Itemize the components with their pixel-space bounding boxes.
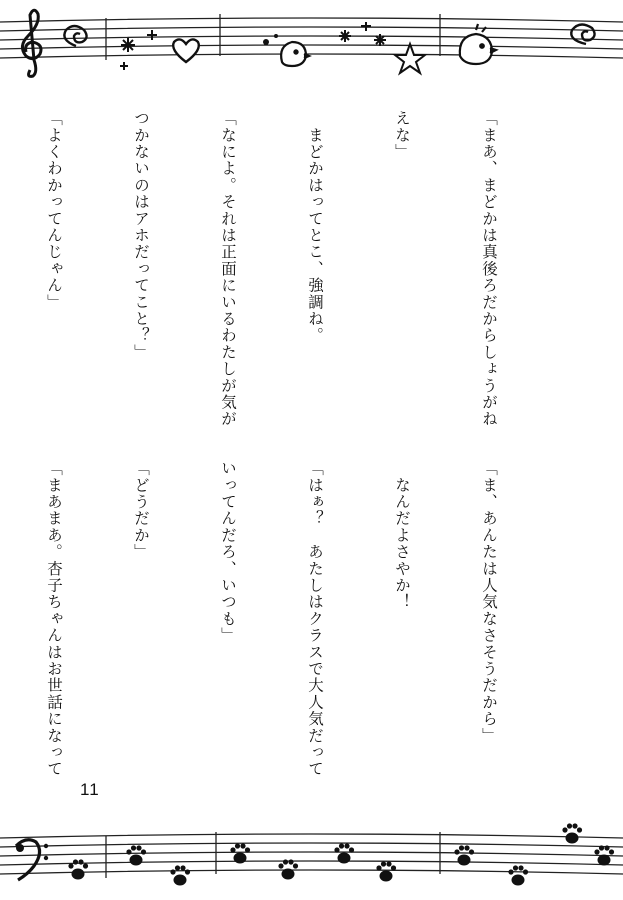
text-column: 「はぁ？ あたしはクラスで大人気だって	[306, 460, 324, 778]
text-column: 「どうだか」	[132, 460, 150, 561]
page-number: 11	[80, 780, 100, 799]
chick-icon	[460, 24, 496, 64]
text-column: つかないのはアホだってこと？」	[132, 110, 150, 361]
text-column: 「なによ。それは正面にいるわたしが気が	[219, 110, 237, 428]
bottom-music-staff	[0, 812, 623, 900]
paw-print-icon	[508, 865, 528, 885]
text-column: いってんだろ、いつも」	[219, 460, 237, 644]
sparkle-icon	[339, 22, 386, 46]
paw-print-icon	[376, 861, 396, 881]
text-column: 「まあまあ。杏子ちゃんはお世話になって	[45, 460, 63, 778]
text-column: えな」	[393, 110, 411, 161]
treble-clef-icon	[22, 10, 41, 76]
text-column: 「よくわかってんじゃん」	[45, 110, 63, 311]
lower-text-block	[0, 460, 561, 790]
star-icon	[395, 44, 425, 73]
text-column: なんだよさやか！	[393, 460, 411, 611]
paw-print-icon	[68, 859, 88, 879]
heart-icon	[173, 39, 199, 62]
swirl-icon	[571, 24, 594, 44]
top-music-staff	[0, 0, 623, 95]
sparkle-icon	[120, 30, 157, 70]
paw-print-icon	[170, 865, 190, 885]
upper-text-block	[0, 110, 561, 440]
text-column: 「まあ、まどかは真後ろだからしょうがね	[480, 110, 498, 428]
text-column: 「ま、あんたは人気なさそうだから」	[480, 460, 498, 744]
paw-print-icon	[230, 843, 250, 863]
paw-print-icon	[562, 823, 582, 843]
text-column: まどかはってとこ、強調ね。	[306, 110, 324, 344]
